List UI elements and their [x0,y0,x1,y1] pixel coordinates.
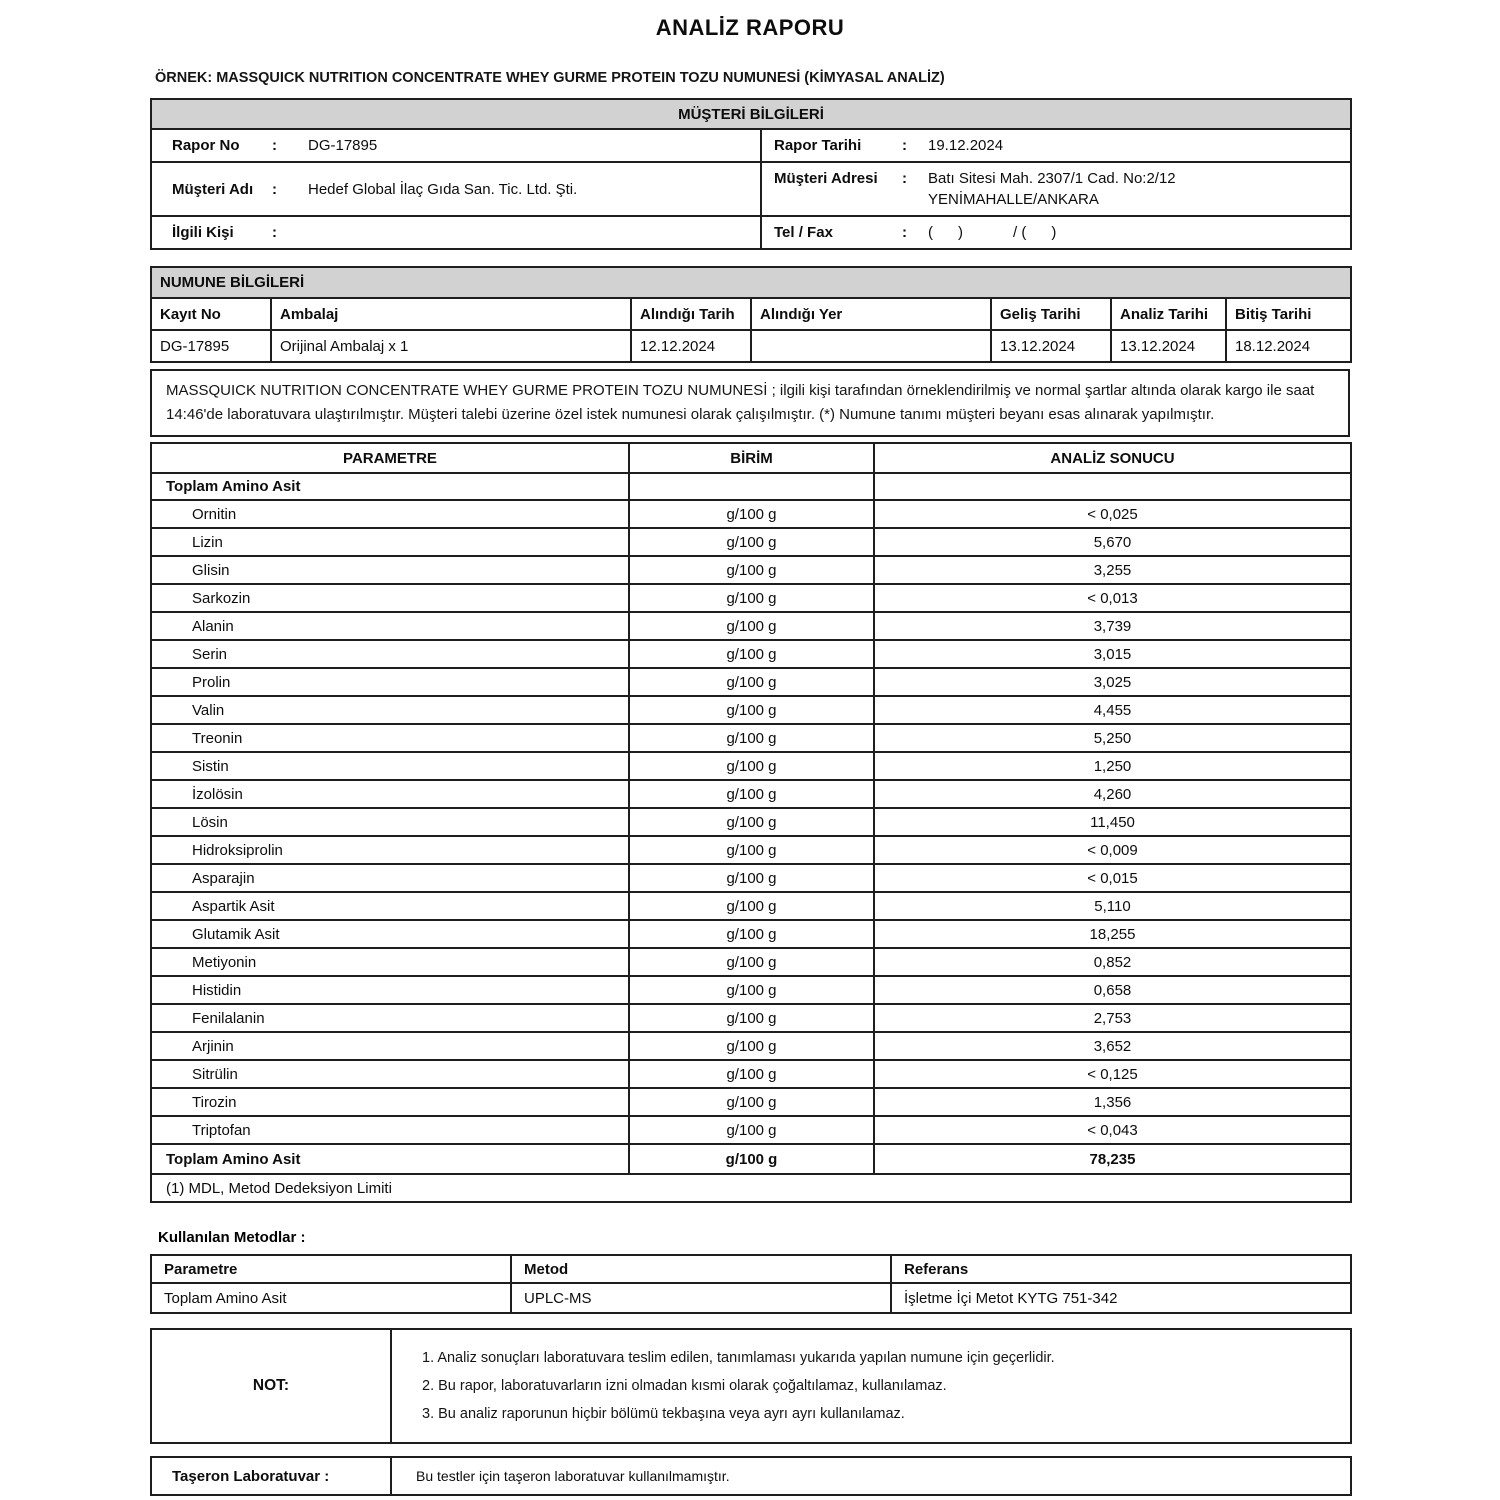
note-line: 3. Bu analiz raporunun hiçbir bölümü tekbaşına veya ayrı ayrı kullanılamaz. [422,1406,905,1422]
parameter-value: < 0,125 [874,1060,1351,1088]
result-row [151,1060,1351,1088]
parameter-name: Aspartik Asit [151,892,629,920]
parameter-name: Sistin [151,752,629,780]
colon: : [902,170,907,187]
sample-col-header: Alındığı Tarih [631,298,751,330]
parameter-value: 0,658 [874,976,1351,1004]
customer-row-report [151,129,1351,162]
parameter-value: 4,260 [874,780,1351,808]
customer-address-label: Müşteri Adresi [774,170,878,187]
results-group-row [151,473,1351,500]
parameter-name: Treonin [151,724,629,752]
parameter-value: < 0,013 [874,584,1351,612]
results-footnote-row [151,1174,1351,1202]
parameter-name: Valin [151,696,629,724]
parameter-value: < 0,015 [874,864,1351,892]
result-row [151,612,1351,640]
result-row [151,780,1351,808]
parameter-unit: g/100 g [629,808,874,836]
methods-col-header: Referans [891,1255,1351,1283]
result-row [151,1116,1351,1144]
parameter-name: Sarkozin [151,584,629,612]
method-name: UPLC-MS [511,1283,891,1313]
result-row [151,584,1351,612]
customer-name-label: Müşteri Adı [172,180,254,198]
parameter-unit: g/100 g [629,1004,874,1032]
customer-address-line1: Batı Sitesi Mah. 2307/1 Cad. No:2/12 [928,170,1176,187]
parameter-unit: g/100 g [629,892,874,920]
parameter-name: Asparajin [151,864,629,892]
report-title: ANALİZ RAPORU [655,15,845,40]
results-col-header: ANALİZ SONUCU [874,443,1351,473]
result-row [151,668,1351,696]
colon: : [272,180,277,198]
parameter-value: 11,450 [874,808,1351,836]
result-row [151,724,1351,752]
subcontractor-value: Bu testler için taşeron laboratuvar kullanılmamıştır. [391,1457,1351,1495]
methods-title: Kullanılan Metodlar : [158,1229,306,1246]
result-row [151,920,1351,948]
customer-address-line2: YENİMAHALLE/ANKARA [928,191,1099,208]
sample-data-row [151,330,1351,362]
end-date-value: 18.12.2024 [1226,330,1351,362]
method-reference: İşletme İçi Metot KYTG 751-342 [891,1283,1351,1313]
parameter-unit: g/100 g [629,948,874,976]
received-place-value [751,330,991,362]
report-no-value: DG-17895 [308,137,378,154]
result-row [151,528,1351,556]
parameter-value: 1,356 [874,1088,1351,1116]
sample-headline: ÖRNEK: MASSQUICK NUTRITION CONCENTRATE WHEY GURME PROTEIN TOZU NUMUNESİ (KİMYASAL ANALİZ) [155,70,945,86]
customer-address-value [928,170,1176,208]
parameter-unit: g/100 g [629,864,874,892]
parameter-name: Alanin [151,612,629,640]
package-value: Orijinal Ambalaj x 1 [271,330,631,362]
results-header-row [151,443,1351,473]
sample-header-row [151,298,1351,330]
colon: : [902,224,907,241]
parameter-value: 0,852 [874,948,1351,976]
parameter-value: < 0,009 [874,836,1351,864]
sample-info-table [150,266,1352,363]
result-row [151,1088,1351,1116]
notes-table [150,1328,1352,1444]
arrival-date-value: 13.12.2024 [991,330,1111,362]
analysis-date-value: 13.12.2024 [1111,330,1226,362]
parameter-value: 3,025 [874,668,1351,696]
parameter-unit: g/100 g [629,696,874,724]
colon: : [272,224,277,241]
result-row [151,556,1351,584]
result-row [151,696,1351,724]
parameter-value: < 0,025 [874,500,1351,528]
parameter-unit: g/100 g [629,976,874,1004]
results-total-row [151,1144,1351,1174]
group-header-label: Toplam Amino Asit [151,473,629,500]
customer-info-table [150,98,1352,250]
methods-table [150,1254,1352,1314]
result-row [151,752,1351,780]
method-row [151,1283,1351,1313]
sample-description: MASSQUICK NUTRITION CONCENTRATE WHEY GURME PROTEIN TOZU NUMUNESİ ; ilgili kişi tarafından örneklendirilmiş ve normal şartlar altında olarak kargo ile saat 14:46'de laboratuvara ulaştırılmıştır. Müşteri talebi üzerine özel istek numunesi olarak çalışılmıştır. (*) Numune tanımı müşteri beyanı esas alınarak yapılmıştır. [150,369,1350,437]
methods-col-header: Parametre [151,1255,511,1283]
parameter-unit: g/100 g [629,668,874,696]
parameter-value: 2,753 [874,1004,1351,1032]
sample-col-header: Analiz Tarihi [1111,298,1226,330]
parameter-value: 1,250 [874,752,1351,780]
group-unit-empty [629,473,874,500]
total-unit: g/100 g [629,1144,874,1174]
sample-col-header: Geliş Tarihi [991,298,1111,330]
parameter-value: < 0,043 [874,1116,1351,1144]
results-body [151,500,1351,1144]
subcontractor-table [150,1456,1352,1496]
parameter-value: 5,110 [874,892,1351,920]
parameter-name: Metiyonin [151,948,629,976]
parameter-unit: g/100 g [629,836,874,864]
parameter-name: Fenilalanin [151,1004,629,1032]
result-row [151,976,1351,1004]
parameter-unit: g/100 g [629,556,874,584]
methods-col-header: Metod [511,1255,891,1283]
parameter-name: Triptofan [151,1116,629,1144]
result-row [151,948,1351,976]
parameter-name: Prolin [151,668,629,696]
parameter-unit: g/100 g [629,1032,874,1060]
parameter-unit: g/100 g [629,752,874,780]
parameter-value: 3,015 [874,640,1351,668]
result-row [151,1032,1351,1060]
customer-name-value: Hedef Global İlaç Gıda San. Tic. Ltd. Şti. [308,180,578,198]
result-row [151,892,1351,920]
parameter-unit: g/100 g [629,920,874,948]
sample-col-header: Bitiş Tarihi [1226,298,1351,330]
parameter-name: Tirozin [151,1088,629,1116]
parameter-unit: g/100 g [629,612,874,640]
results-footnote: (1) MDL, Metod Dedeksiyon Limiti [151,1174,1351,1202]
method-parameter: Toplam Amino Asit [151,1283,511,1313]
parameter-unit: g/100 g [629,500,874,528]
parameter-value: 3,739 [874,612,1351,640]
parameter-value: 5,250 [874,724,1351,752]
customer-info-header: MÜŞTERİ BİLGİLERİ [151,99,1351,129]
tel-fax-value: ( ) / ( ) [928,224,1057,241]
sample-col-header: Alındığı Yer [751,298,991,330]
parameter-name: Glutamik Asit [151,920,629,948]
parameter-value: 4,455 [874,696,1351,724]
parameter-name: Ornitin [151,500,629,528]
note-line: 2. Bu rapor, laboratuvarların izni olmadan kısmi olarak çoğaltılamaz, kullanılamaz. [422,1378,947,1394]
subcontractor-label: Taşeron Laboratuvar : [151,1457,391,1495]
group-value-empty [874,473,1351,500]
results-table [150,442,1352,1203]
total-label: Toplam Amino Asit [151,1144,629,1174]
parameter-name: Histidin [151,976,629,1004]
result-row [151,864,1351,892]
parameter-value: 5,670 [874,528,1351,556]
tel-fax-label: Tel / Fax [774,224,833,241]
report-date-label: Rapor Tarihi [774,137,862,154]
parameter-unit: g/100 g [629,1088,874,1116]
customer-row-name-address [151,162,1351,216]
sample-col-header: Kayıt No [151,298,271,330]
parameter-unit: g/100 g [629,1060,874,1088]
parameter-value: 3,652 [874,1032,1351,1060]
parameter-name: İzolösin [151,780,629,808]
parameter-unit: g/100 g [629,640,874,668]
result-row [151,500,1351,528]
report-date-value: 19.12.2024 [928,137,1004,154]
record-no-value: DG-17895 [151,330,271,362]
parameter-unit: g/100 g [629,1116,874,1144]
sample-info-header: NUMUNE BİLGİLERİ [151,267,1351,298]
results-col-header: PARAMETRE [151,443,629,473]
result-row [151,836,1351,864]
contact-person-label: İlgili Kişi [172,224,234,241]
total-value: 78,235 [874,1144,1351,1174]
parameter-name: Glisin [151,556,629,584]
colon: : [272,137,277,154]
parameter-name: Hidroksiprolin [151,836,629,864]
results-col-header: BİRİM [629,443,874,473]
report-no-label: Rapor No [172,137,240,154]
colon: : [902,137,907,154]
methods-body [151,1283,1351,1313]
parameter-unit: g/100 g [629,780,874,808]
parameter-name: Lizin [151,528,629,556]
parameter-unit: g/100 g [629,724,874,752]
sample-col-header: Ambalaj [271,298,631,330]
note-list [391,1329,1351,1443]
note-label: NOT: [151,1329,391,1443]
result-row [151,1004,1351,1032]
parameter-value: 18,255 [874,920,1351,948]
received-date-value: 12.12.2024 [631,330,751,362]
customer-row-contact [151,216,1351,249]
parameter-unit: g/100 g [629,528,874,556]
result-row [151,640,1351,668]
parameter-name: Sitrülin [151,1060,629,1088]
methods-header-row [151,1255,1351,1283]
parameter-value: 3,255 [874,556,1351,584]
note-line: 1. Analiz sonuçları laboratuvara teslim edilen, tanımlaması yukarıda yapılan numune için geçerlidir. [422,1350,1055,1366]
parameter-name: Lösin [151,808,629,836]
parameter-name: Serin [151,640,629,668]
parameter-name: Arjinin [151,1032,629,1060]
result-row [151,808,1351,836]
parameter-unit: g/100 g [629,584,874,612]
